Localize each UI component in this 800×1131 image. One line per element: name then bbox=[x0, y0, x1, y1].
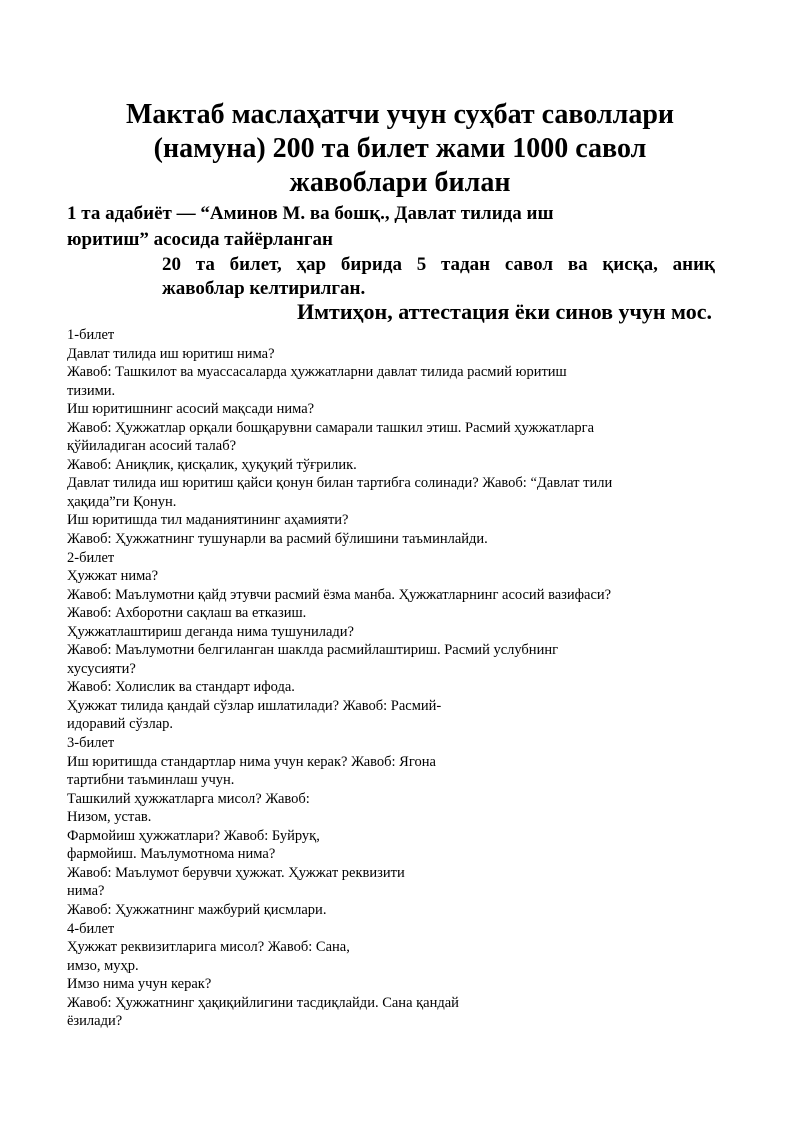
document-title bbox=[70, 98, 730, 200]
source-line: юритиш” асосида тайёрланган bbox=[67, 229, 333, 250]
body-line: Иш юритишнинг асосий мақсади нима? bbox=[67, 401, 315, 418]
purpose-statement: Имтиҳон, аттестация ёки синов учун мос. bbox=[296, 299, 712, 324]
body-line: Жавоб: Маълумотни белгиланган шаклда расмийлаштириш. Расмий услубнинг bbox=[67, 642, 559, 659]
summary-paragraph bbox=[162, 253, 715, 301]
body-line: Жавоб: Ҳужжатнинг тушунарли ва расмий бўлишини таъминлайди. bbox=[67, 531, 488, 548]
body-line: Жавоб: Ташкилот ва муассасаларда ҳужжатларни давлат тилида расмий юритиш bbox=[67, 364, 567, 381]
ticket-heading: 1-билет bbox=[67, 327, 115, 343]
body-line: ёзилади? bbox=[67, 1013, 123, 1030]
body-line: Жавоб: Ҳужжатнинг ҳақиқийлигини тасдиқлайди. Сана қандай bbox=[67, 994, 459, 1011]
body-line: Ҳужжат нима? bbox=[67, 568, 159, 585]
body-line: Давлат тилида иш юритиш қайси қонун билан тартибга солинади? Жавоб: “Давлат тили bbox=[67, 475, 613, 492]
body-line: Давлат тилида иш юритиш нима? bbox=[67, 345, 275, 362]
body-line: Жавоб: Холислик ва стандарт ифода. bbox=[67, 679, 295, 696]
body-line: нима? bbox=[67, 883, 105, 900]
source-reference bbox=[67, 201, 707, 253]
body-line: Жавоб: Ҳужжатлар орқали бошқарувни самарали ташкил этиш. Расмий ҳужжатларга bbox=[67, 419, 594, 436]
body-line: Жавоб: Маълумотни қайд этувчи расмий ёзма манба. Ҳужжатларнинг асосий вазифаси? bbox=[67, 586, 612, 603]
body-line: Низом, устав. bbox=[67, 809, 152, 826]
summary-line: жавоблар келтирилган. bbox=[162, 278, 366, 299]
body-line: Ташкилий ҳужжатларга мисол? Жавоб: bbox=[67, 790, 310, 807]
body-line: Иш юритишда тил маданиятининг аҳамияти? bbox=[67, 512, 349, 529]
title-line: (намуна) 200 та билет жами 1000 савол bbox=[153, 133, 647, 164]
body-line: Имзо нима учун керак? bbox=[67, 976, 212, 993]
body-line: Жавоб: Маълумот берувчи ҳужжат. Ҳужжат реквизити bbox=[67, 864, 405, 881]
source-line: 1 та адабиёт — “Аминов М. ва бошқ., Давлат тилида иш bbox=[67, 203, 554, 224]
body-line: имзо, муҳр. bbox=[67, 957, 139, 974]
body-line: Ҳужжат реквизитларига мисол? Жавоб: Сана, bbox=[67, 939, 350, 956]
body-line: тизими. bbox=[67, 382, 116, 399]
body-line: Жавоб: Ҳужжатнинг мажбурий қисмлари. bbox=[67, 901, 327, 918]
ticket-heading: 3-билет bbox=[67, 735, 115, 752]
body-line: тартибни таъминлаш учун. bbox=[67, 772, 235, 789]
body-line: Ҳужжат тилида қандай сўзлар ишлатилади? Жавоб: Расмий- bbox=[67, 697, 442, 714]
title-line: жавоблари билан bbox=[289, 167, 511, 198]
body-line: фармойиш. Маълумотнома нима? bbox=[67, 846, 276, 863]
body-line: Жавоб: Аниқлик, қисқалик, ҳуқуқий тўғрилик. bbox=[67, 456, 357, 473]
body-line: Иш юритишда стандартлар нима учун керак? Жавоб: Ягона bbox=[67, 753, 436, 770]
body-line: ҳақида”ги Қонун. bbox=[67, 493, 177, 510]
body-line: Ҳужжатлаштириш деганда нима тушунилади? bbox=[67, 623, 354, 640]
title-line: Мактаб маслаҳатчи учун суҳбат саволлари bbox=[125, 99, 675, 130]
ticket-heading: 2-билет bbox=[67, 549, 115, 566]
ticket-heading: 4-билет bbox=[67, 920, 115, 937]
body-line: хусусияти? bbox=[67, 660, 136, 677]
body-line: Фармойиш ҳужжатлари? Жавоб: Буйруқ, bbox=[67, 827, 320, 844]
body-line: қўйиладиган асосий талаб? bbox=[67, 438, 237, 455]
body-line: Жавоб: Ахборотни сақлаш ва етказиш. bbox=[67, 605, 307, 622]
body-line: идоравий сўзлар. bbox=[67, 716, 174, 733]
summary-line: 20 та билет, ҳар бирида 5 тадан савол ва қисқа, аниқ bbox=[162, 254, 715, 275]
questions-body bbox=[67, 326, 737, 1031]
